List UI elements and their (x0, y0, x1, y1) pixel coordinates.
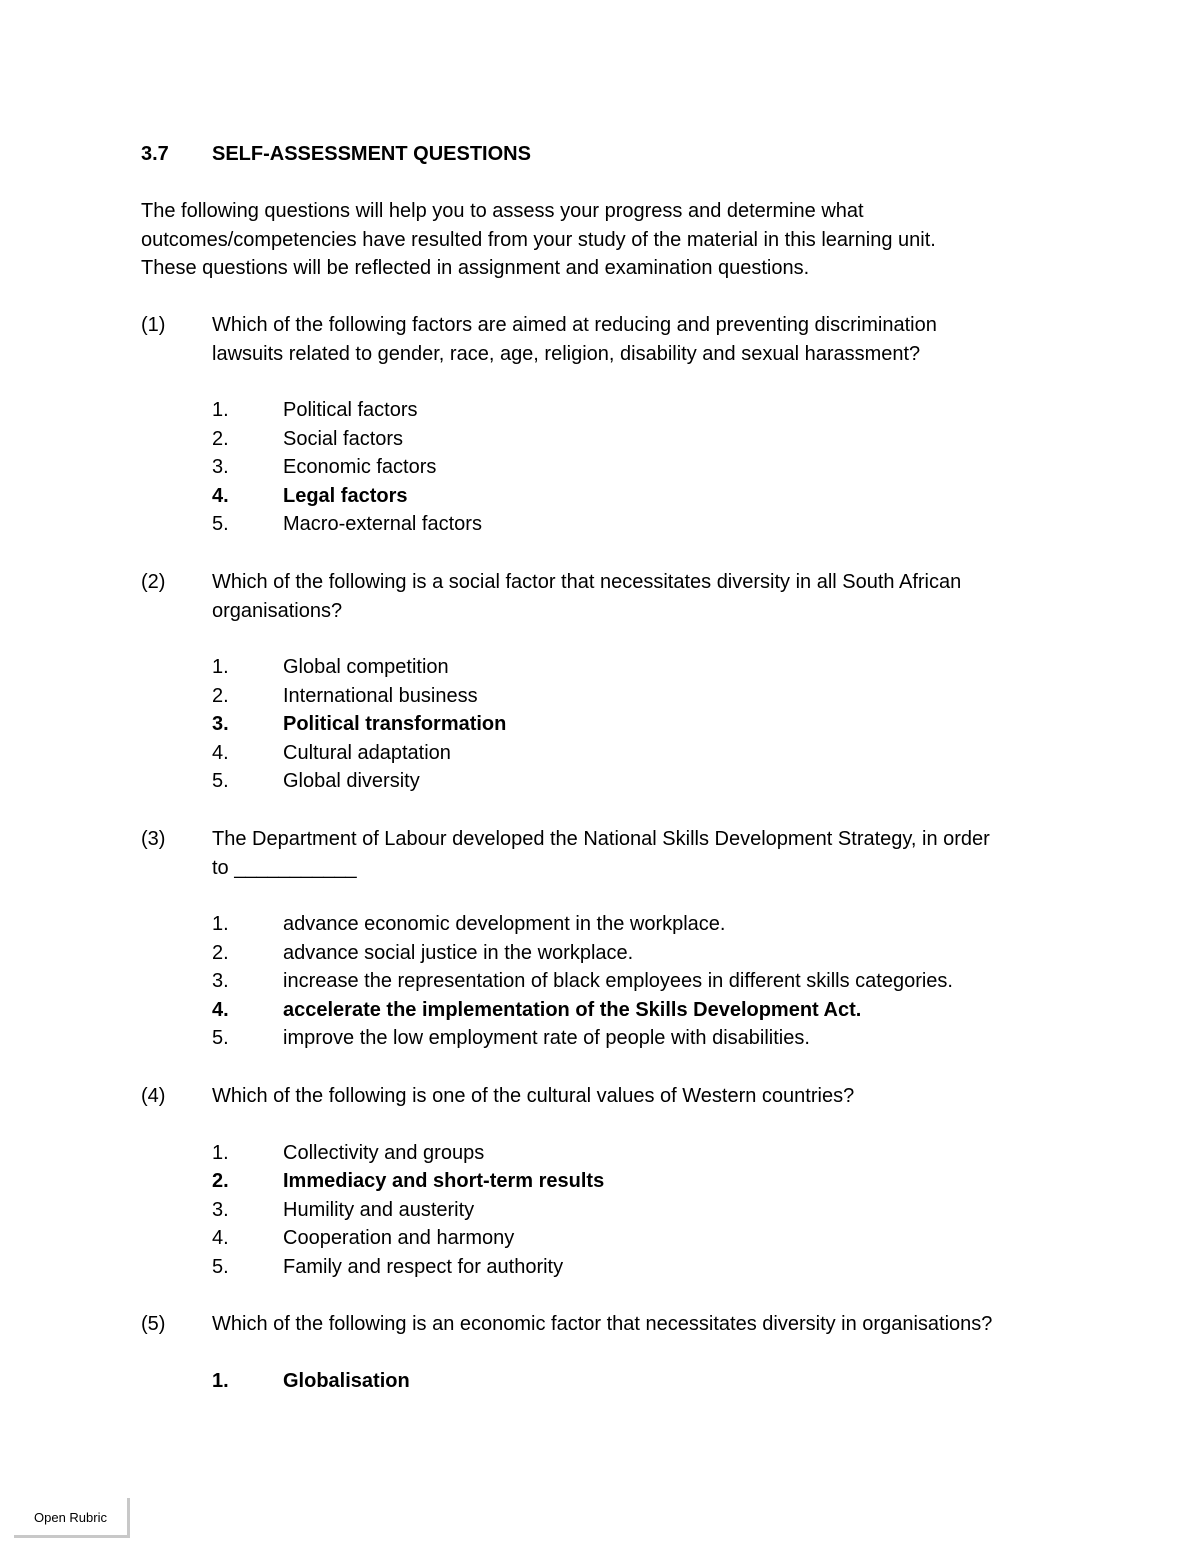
intro-line: The following questions will help you to assess your progress and determine what (141, 200, 864, 222)
option-text: increase the representation of black employees in different skills categories. (283, 970, 953, 992)
answer-options (212, 653, 1081, 796)
answer-option (212, 453, 1081, 482)
answer-option-correct (212, 1167, 1081, 1196)
section-heading (141, 140, 531, 169)
question-text (212, 1310, 1081, 1339)
option-number: 1. (212, 399, 229, 421)
option-text: Economic factors (283, 456, 437, 478)
option-text: accelerate the implementation of the Skills Development Act. (283, 998, 862, 1021)
option-text: Legal factors (283, 484, 408, 507)
question-text (212, 311, 1081, 368)
option-text: Family and respect for authority (283, 1255, 564, 1278)
option-number: 1. (212, 1369, 229, 1392)
option-text: International business (283, 684, 478, 707)
answer-option (212, 1196, 1081, 1225)
question-1 (141, 311, 1081, 539)
answer-options (212, 910, 1081, 1053)
section-title: SELF-ASSESSMENT QUESTIONS (212, 143, 531, 165)
answer-option-correct (212, 710, 1081, 739)
question-line: The Department of Labour developed the National Skills Development Strategy, in order (212, 828, 990, 850)
answer-options (212, 396, 1081, 539)
option-text: Political transformation (283, 713, 507, 735)
option-text: advance social justice in the workplace. (283, 941, 634, 964)
option-text: Global competition (283, 656, 449, 678)
question-line: lawsuits related to gender, race, age, religion, disability and sexual harassment? (212, 342, 921, 365)
option-text: Immediacy and short-term results (283, 1170, 605, 1192)
question-line: to ___________ (212, 856, 357, 879)
option-number: 2. (212, 427, 229, 450)
answer-option (212, 653, 1081, 682)
answer-option (212, 967, 1081, 996)
answer-option (212, 1224, 1081, 1253)
option-text: Collectivity and groups (283, 1141, 485, 1164)
option-number: 5. (212, 513, 229, 535)
option-text: Cooperation and harmony (283, 1227, 515, 1249)
intro-paragraph (141, 197, 1041, 283)
option-number: 3. (212, 1198, 229, 1221)
answer-option (212, 767, 1081, 796)
option-text: Macro-external factors (283, 513, 482, 535)
question-number: (2) (141, 571, 166, 593)
option-text: Social factors (283, 427, 404, 450)
option-text: Political factors (283, 399, 418, 421)
answer-option-correct (212, 482, 1081, 511)
answer-option (212, 396, 1081, 425)
question-4 (141, 1082, 1081, 1281)
question-line: Which of the following is an economic factor that necessitates diversity in organisations? (212, 1313, 993, 1335)
option-number: 1. (212, 1141, 229, 1164)
answer-option (212, 682, 1081, 711)
answer-option (212, 910, 1081, 939)
answer-option (212, 1024, 1081, 1053)
answer-option (212, 739, 1081, 768)
option-number: 1. (212, 913, 229, 935)
question-2 (141, 568, 1081, 796)
option-number: 4. (212, 1227, 229, 1249)
option-text: Humility and austerity (283, 1198, 475, 1221)
answer-option (212, 939, 1081, 968)
answer-option (212, 425, 1081, 454)
open-rubric-button[interactable]: Open Rubric (14, 1498, 130, 1538)
option-number: 5. (212, 1255, 229, 1278)
intro-line: These questions will be reflected in assignment and examination questions. (141, 257, 810, 279)
question-number: (1) (141, 314, 166, 336)
answer-option (212, 510, 1081, 539)
question-5 (141, 1310, 1081, 1395)
question-number: (3) (141, 828, 166, 850)
section-number: 3.7 (141, 143, 169, 165)
question-text (212, 1082, 1081, 1111)
answer-option (212, 1253, 1081, 1282)
option-text: Globalisation (283, 1369, 410, 1392)
option-number: 1. (212, 656, 229, 678)
question-number: (5) (141, 1313, 166, 1335)
option-text: Global diversity (283, 770, 420, 792)
option-text: advance economic development in the workplace. (283, 913, 726, 935)
question-3 (141, 825, 1081, 1053)
question-line: Which of the following is a social factor that necessitates diversity in all South African (212, 571, 962, 593)
intro-line: outcomes/competencies have resulted from your study of the material in this learning unit. (141, 228, 936, 251)
question-text (212, 568, 1081, 625)
answer-options (212, 1367, 1081, 1396)
option-number: 4. (212, 484, 229, 507)
question-line: Which of the following factors are aimed at reducing and preventing discrimination (212, 314, 937, 336)
question-number: (4) (141, 1085, 166, 1107)
question-line: organisations? (212, 599, 343, 622)
option-number: 3. (212, 713, 229, 735)
option-number: 5. (212, 1027, 229, 1049)
answer-option (212, 1139, 1081, 1168)
option-number: 5. (212, 770, 229, 792)
question-line: Which of the following is one of the cultural values of Western countries? (212, 1085, 855, 1107)
option-text: Cultural adaptation (283, 741, 451, 764)
question-text (212, 825, 1081, 882)
option-number: 3. (212, 456, 229, 478)
answer-option-correct (212, 1367, 1081, 1396)
option-number: 3. (212, 970, 229, 992)
option-number: 4. (212, 998, 229, 1021)
option-number: 2. (212, 941, 229, 964)
option-text: improve the low employment rate of people with disabilities. (283, 1027, 810, 1049)
answer-option-correct (212, 996, 1081, 1025)
option-number: 4. (212, 741, 229, 764)
option-number: 2. (212, 684, 229, 707)
answer-options (212, 1139, 1081, 1282)
option-number: 2. (212, 1170, 229, 1192)
